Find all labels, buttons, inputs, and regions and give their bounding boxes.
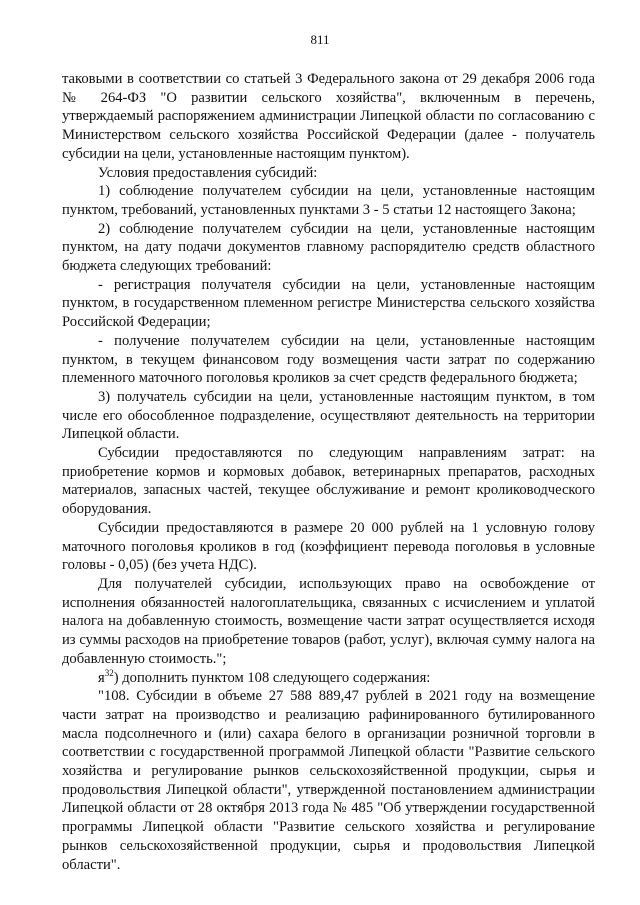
paragraph: Субсидии предоставляются по следующим направлениям затрат: на приобретение кормов и кормовых добавок, ветеринарных препаратов, расходных материалов, запасных частей, текущее обслуживание и ремонт кролиководческого оборудования.: [62, 445, 595, 518]
amendment-text: ) дополнить пунктом 108 следующего содержания:: [113, 669, 431, 686]
paragraph: 3) получатель субсидии на цели, установленные настоящим пунктом, в том числе его обособленное подразделение, осуществляют деятельность на территории Липецкой области.: [62, 388, 595, 443]
footnote-reference: 32: [104, 667, 114, 678]
paragraph: - получение получателем субсидии на цели, установленные настоящим пунктом, в текущем финансовом году возмещения части затрат по содержанию племенного маточного поголовья кроликов за счет средств федерального бюджета;: [62, 332, 595, 387]
quoted-paragraph: "108. Субсидии в объеме 27 588 889,47 рублей в 2021 году на возмещение части затрат на производство и реализацию рафинированного бутилированного масла подсолнечного и (или) сахара белого в организации розничной торговли в соответствии с государственной программой Липецкой области "Развитие сельского хозяйства и регулирование рынков сельскохозяйственной продукции, сырья и продовольствия Липецкой области", утвержденной постановлением администрации Липецкой области от 28 октября 2013 года № 485 "Об утверждении государственной программы Липецкой области "Развитие сельского хозяйства и регулирование рынков сельскохозяйственной продукции, сырья и продовольствия Липецкой области".: [62, 688, 595, 873]
paragraph: Условия предоставления субсидий:: [98, 164, 318, 181]
paragraph: - регистрация получателя субсидии на цели, установленные настоящим пунктом, в государственном племенном регистре Министерства сельского хозяйства Российской Федерации;: [62, 276, 595, 331]
paragraph: Субсидии предоставляются в размере 20 000 рублей на 1 условную голову маточного поголовья кроликов в год (коэффициент перевода поголовья в условные головы - 0,05) (без учета НДС).: [62, 519, 595, 574]
paragraph: 1) соблюдение получателем субсидии на цели, установленные настоящим пунктом, требований, установленных пунктами 3 - 5 статьи 12 настоящего Закона;: [62, 183, 595, 218]
paragraph: Для получателей субсидии, использующих право на освобождение от исполнения обязанностей налогоплательщика, связанных с исчислением и уплатой налога на добавленную стоимость, возмещение части затрат осуществляется исходя из суммы расходов на приобретение товаров (работ, услуг), включая сумму налога на добавленную стоимость.";: [62, 575, 595, 667]
document-body: [62, 70, 595, 874]
amendment-prefix: я: [98, 669, 105, 686]
amendment-paragraph: [62, 669, 595, 688]
paragraph: 2) соблюдение получателем субсидии на цели, установленные настоящим пунктом, на дату подачи документов главному распорядителю средств областного бюджета следующих требований:: [62, 220, 595, 275]
page-number: 811: [310, 32, 330, 47]
paragraph: таковыми в соответствии со статьей 3 Федерального закона от 29 декабря 2006 года № 264-ФЗ "О развитии сельского хозяйства", включенным в перечень, утверждаемый распоряжением администрации Липецкой области по согласованию с Министерством сельского хозяйства Российской Федерации (далее - получатель субсидии на цели, установленные настоящим пунктом).: [62, 71, 595, 162]
